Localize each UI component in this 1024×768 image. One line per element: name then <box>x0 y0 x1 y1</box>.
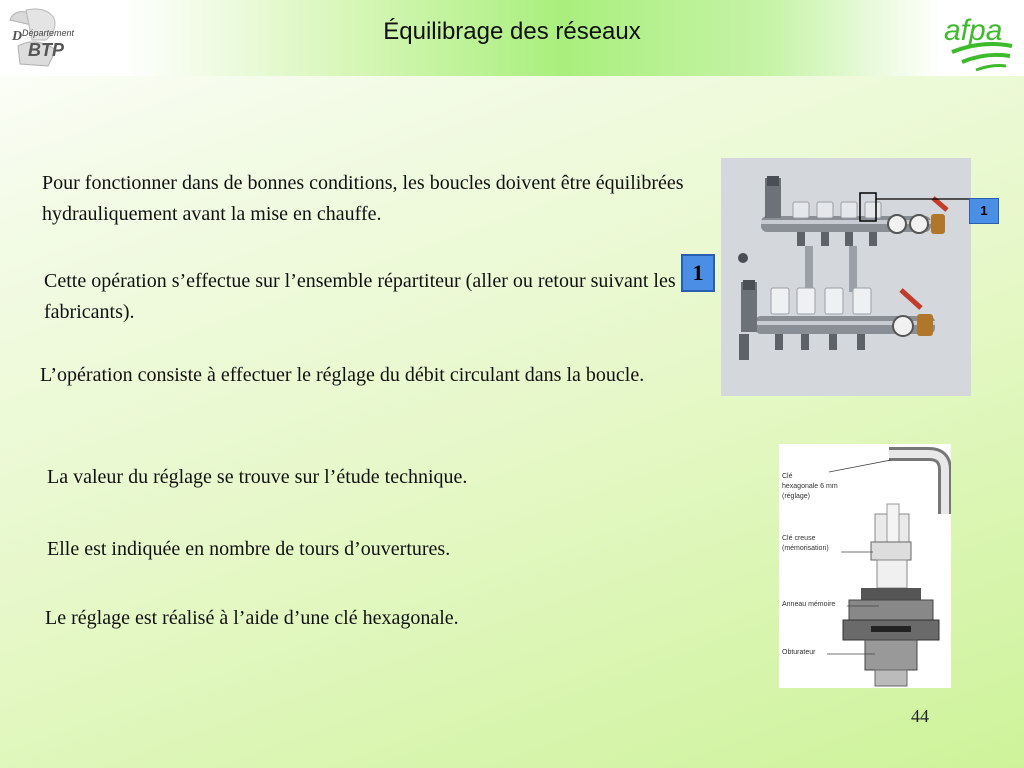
svg-text:Département: Département <box>22 28 75 38</box>
paragraph-2: Cette opération s’effectue sur l’ensemble répartiteur (aller ou retour suivant les fabricants). <box>44 270 676 323</box>
afpa-logo <box>942 6 1018 72</box>
svg-text:Anneau mémoire: Anneau mémoire <box>782 601 836 608</box>
paragraph-6: Le réglage est réalisé à l’aide d’une clé hexagonale. <box>45 607 459 629</box>
photo-callout-badge: 1 <box>969 198 999 224</box>
valve-section-diagram <box>779 444 951 688</box>
svg-text:Obturateur: Obturateur <box>782 649 816 656</box>
svg-text:(réglage): (réglage) <box>782 493 811 500</box>
svg-text:hexagonale 6 mm: hexagonale 6 mm <box>782 483 838 490</box>
paragraph-1: Pour fonctionner dans de bonnes conditions, les boucles doivent être équilibrées hydrauliquement avant la mise en chauffe. <box>42 172 684 225</box>
svg-text:afpa: afpa <box>944 14 1003 47</box>
paragraph-5: Elle est indiquée en nombre de tours d’ouvertures. <box>47 538 451 560</box>
manifold-photo <box>721 158 971 396</box>
page-number: 44 <box>911 706 929 726</box>
svg-text:(mémorisation): (mémorisation) <box>782 545 829 552</box>
svg-text:BTP: BTP <box>28 40 64 60</box>
paragraph-4: La valeur du réglage se trouve sur l’étude technique. <box>47 466 468 488</box>
svg-text:Clé: Clé <box>782 473 793 480</box>
paragraph-3: L’opération consiste à effectuer le réglage du débit circulant dans la boucle. <box>40 364 645 386</box>
number-marker: 1 <box>681 254 715 292</box>
svg-text:Clé creuse: Clé creuse <box>782 535 816 542</box>
page-title: Équilibrage des réseaux <box>383 18 641 45</box>
svg-text:D: D <box>12 29 23 44</box>
